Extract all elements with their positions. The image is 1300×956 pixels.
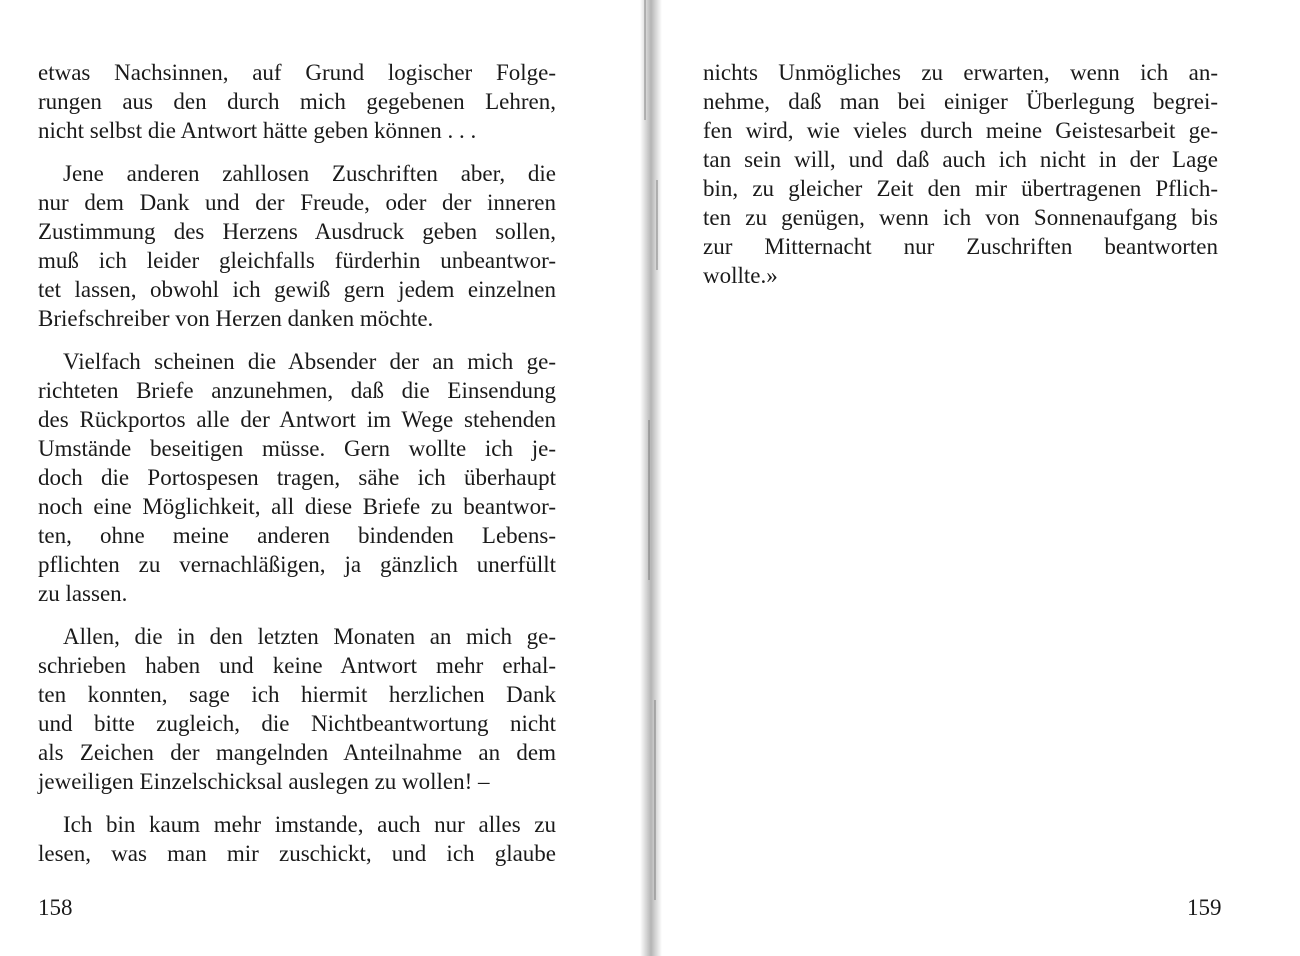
text-line: jeweiligen Einzelschicksal auslegen zu wollen! – <box>38 769 490 794</box>
text-line: als Zeichen der mangelnden Anteilnahme an dem <box>38 740 556 765</box>
text-line: etwas Nachsinnen, auf Grund logischer Folge- <box>38 60 556 85</box>
paragraph-1 <box>38 58 556 145</box>
text-line: Umstände beseitigen müsse. Gern wollte ich je- <box>38 436 556 461</box>
text-line: doch die Portospesen tragen, sähe ich überhaupt <box>38 465 556 490</box>
paragraph-1 <box>703 58 1218 290</box>
text-line: nehme, daß man bei einiger Überlegung begrei- <box>703 89 1218 114</box>
left-page <box>0 0 640 956</box>
text-line: fen wird, wie vieles durch meine Geistesarbeit ge- <box>703 118 1218 143</box>
text-line: Zustimmung des Herzens Ausdruck geben sollen, <box>38 219 556 244</box>
text-line: noch eine Möglichkeit, all diese Briefe zu beantwor- <box>38 494 556 519</box>
text-line: schrieben haben und keine Antwort mehr erhal- <box>38 653 556 678</box>
right-page <box>668 0 1300 956</box>
text-line: muß ich leider gleichfalls fürderhin unbeantwor- <box>38 248 556 273</box>
text-line: zu lassen. <box>38 581 128 606</box>
left-page-text <box>38 58 556 868</box>
text-line: Vielfach scheinen die Absender der an mich ge- <box>63 349 556 374</box>
text-line: wollte.» <box>703 263 778 288</box>
paragraph-4 <box>38 622 556 796</box>
page-number-right: 159 <box>1187 895 1222 920</box>
gutter-mark <box>656 180 658 270</box>
text-line: ten, ohne meine anderen bindenden Lebens- <box>38 523 556 548</box>
text-line: nicht selbst die Antwort hätte geben können . . . <box>38 118 477 143</box>
gutter-mark <box>644 0 646 120</box>
paragraph-3 <box>38 347 556 608</box>
text-line: ten konnten, sage ich hiermit herzlichen Dank <box>38 682 556 707</box>
text-line: rungen aus den durch mich gegebenen Lehren, <box>38 89 556 114</box>
paragraph-2 <box>38 159 556 333</box>
text-line: richteten Briefe anzunehmen, daß die Einsendung <box>38 378 556 403</box>
text-line: tan sein will, und daß auch ich nicht in der Lage <box>703 147 1218 172</box>
gutter-mark <box>654 700 656 900</box>
text-line: tet lassen, obwohl ich gewiß gern jedem einzelnen <box>38 277 556 302</box>
text-line: pflichten zu vernachläßigen, ja gänzlich unerfüllt <box>38 552 556 577</box>
page-number-left: 158 <box>38 895 73 920</box>
right-page-text <box>703 58 1218 290</box>
text-line: Allen, die in den letzten Monaten an mich ge- <box>63 624 556 649</box>
text-line: Ich bin kaum mehr imstande, auch nur alles zu <box>63 812 556 837</box>
text-line: bin, zu gleicher Zeit den mir übertragenen Pflich- <box>703 176 1218 201</box>
text-line: ten zu genügen, wenn ich von Sonnenaufgang bis <box>703 205 1218 230</box>
text-line: nichts Unmögliches zu erwarten, wenn ich an- <box>703 60 1218 85</box>
text-line: zur Mitternacht nur Zuschriften beantworten <box>703 234 1218 259</box>
paragraph-5 <box>38 810 556 868</box>
book-gutter <box>632 0 672 956</box>
text-line: und bitte zugleich, die Nichtbeantwortung nicht <box>38 711 556 736</box>
gutter-mark <box>648 420 650 580</box>
text-line: Briefschreiber von Herzen danken möchte. <box>38 306 434 331</box>
text-line: Jene anderen zahllosen Zuschriften aber, die <box>63 161 556 186</box>
text-line: lesen, was man mir zuschickt, und ich glaube <box>38 841 556 866</box>
text-line: nur dem Dank und der Freude, oder der inneren <box>38 190 556 215</box>
text-line: des Rückportos alle der Antwort im Wege stehenden <box>38 407 556 432</box>
gutter-shadow <box>640 0 662 956</box>
